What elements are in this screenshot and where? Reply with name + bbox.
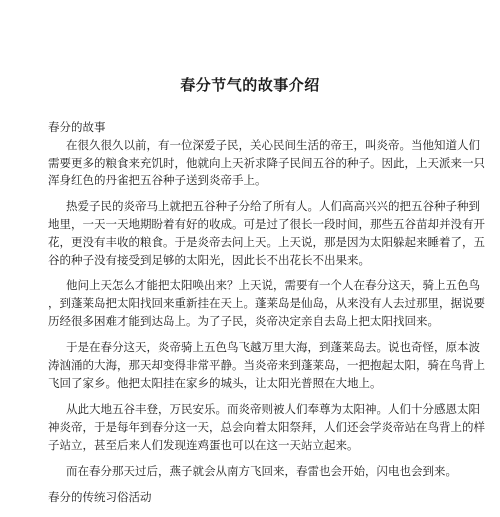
section-heading-story: 春分的故事 <box>48 120 106 134</box>
paragraph-line: 而在春分那天过后，燕子就会从南方飞回来，春雷也会开始，闪电也会到来。 <box>66 464 457 478</box>
section-heading-customs: 春分的传统习俗活动 <box>48 490 152 504</box>
paragraph-line: 涛汹涌的大海，那天却变得非常平静。当炎帝来到蓬莱岛，一把抱起太阳，骑在鸟背上 <box>48 358 485 372</box>
paragraph-line: 于是在春分这天，炎帝骑上五色鸟飞越万里大海，到蓬莱岛去。说也奇怪，原本波 <box>66 340 480 354</box>
paragraph-line: ，到蓬莱岛把太阳找回来重新挂在天上。蓬莱岛是仙岛，从来没有人去过那里，据说要 <box>48 296 485 310</box>
paragraph-line: 神炎帝，于是每年到春分这一天，总会向着太阳祭拜，人们还会学炎帝站在鸟背上的样 <box>48 420 485 434</box>
paragraph-line: 需要更多的粮食来充饥时，他就向上天祈求降子民间五谷的种子。因此，上天派来一只 <box>48 156 485 170</box>
paragraph-line: 子站立，甚至后来人们发现连鸡蛋也可以在这一天站立起来。 <box>48 438 359 452</box>
paragraph-line: 他问上天怎么才能把太阳唤出来？上天说，需要有一个人在春分这天，骑上五色鸟 <box>66 278 480 292</box>
paragraph-line: 地里，一天一天地期盼着有好的收成。可是过了很长一段时间，那些五谷苗却并没有开 <box>48 217 485 231</box>
paragraph-line: 在很久很久以前，有一位深爱子民，关心民间生活的帝王，叫炎帝。当他知道人们 <box>66 138 480 152</box>
paragraph-line: 飞回了家乡。他把太阳挂在家乡的城头，让太阳光普照在大地上。 <box>48 376 382 390</box>
paragraph-line: 谷的种子没有接受到足够的太阳光，因此长不出花长不出果来。 <box>48 253 370 267</box>
paragraph-line: 热爱子民的炎帝马上就把五谷种子分给了所有人。人们高高兴兴的把五谷种子种到 <box>66 199 480 213</box>
paragraph-line: 花，更没有丰收的粮食。于是炎帝去问上天。上天说，那是因为太阳躲起来睡着了，五 <box>48 235 485 249</box>
paragraph-line: 浑身红色的丹雀把五谷种子送到炎帝手上。 <box>48 173 267 187</box>
paragraph-line: 从此大地五谷丰登，万民安乐。而炎帝则被人们奉尊为太阳神。人们十分感恩太阳 <box>66 402 480 416</box>
paragraph-line: 历经很多困难才能到达岛上。为了子民，炎帝决定亲自去岛上把太阳找回来。 <box>48 314 439 328</box>
document-title: 春分节气的故事介绍 <box>180 76 320 94</box>
